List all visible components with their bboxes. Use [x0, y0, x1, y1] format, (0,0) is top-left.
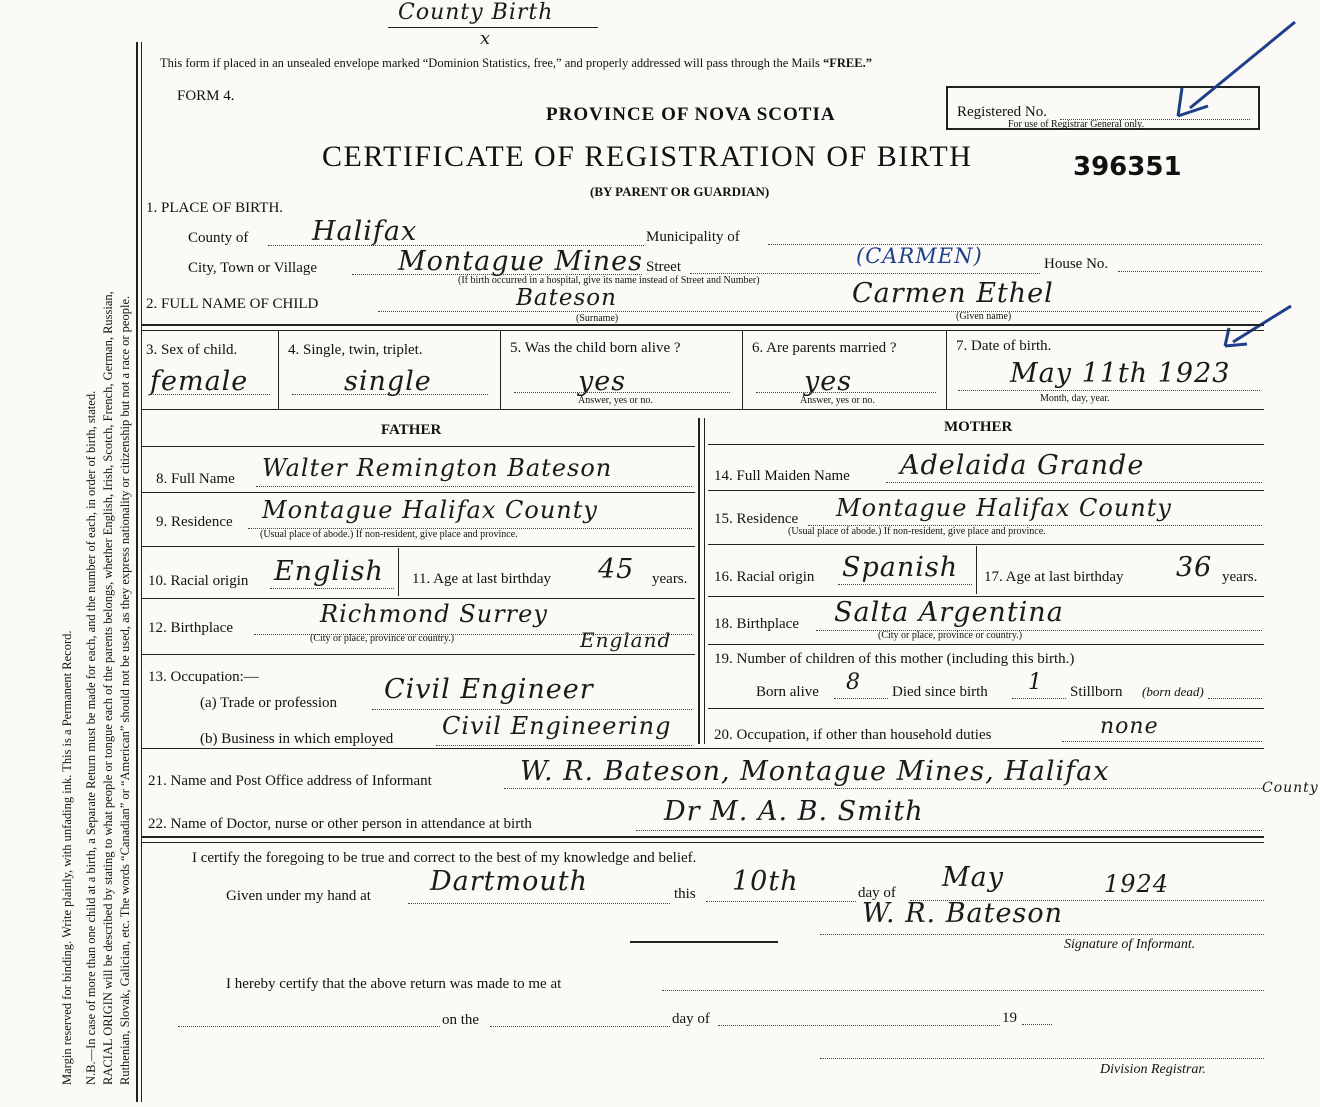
doctor-label: 22. Name of Doctor, nurse or other person in attendance at birth	[148, 816, 532, 832]
registrar-statement: I hereby certify that the above return was made to me at	[226, 976, 562, 992]
given-name-caption: (Given name)	[956, 311, 1012, 322]
full-name-line	[378, 311, 1262, 312]
mother-birthplace-value: Salta Argentina	[834, 597, 1064, 628]
date-of-birth-note: Month, day, year.	[1040, 393, 1110, 404]
father-residence-value: Montague Halifax County	[262, 496, 598, 524]
rule-above-certify-b	[142, 842, 1264, 843]
municipality-line	[768, 244, 1262, 245]
binding-margin-rule-inner	[141, 42, 142, 1102]
informant-line	[504, 788, 1262, 789]
given-day-value: 10th	[732, 866, 799, 897]
rule-above-row3-b	[142, 330, 1264, 331]
binding-margin-rule	[136, 42, 138, 1102]
registrar-year-prefix: 19	[1002, 1010, 1017, 1026]
county-birth-note: County Birth	[398, 0, 554, 25]
father-name-value: Walter Remington Bateson	[262, 454, 613, 482]
municipality-label: Municipality of	[646, 229, 740, 245]
street-label: Street	[646, 259, 681, 275]
father-birthplace-note: (City or place, province or country.)	[310, 633, 455, 644]
blue-check-icon	[1160, 20, 1300, 130]
row3-divider-1	[278, 331, 279, 409]
father-residence-note: (Usual place of abode.) If non-resident, give place and province.	[260, 529, 518, 540]
certificate-subtitle: (BY PARENT OR GUARDIAN)	[590, 184, 770, 199]
father-rule-2	[142, 546, 695, 547]
born-alive-note: Answer, yes or no.	[578, 395, 653, 406]
parent-column-divider	[698, 418, 700, 744]
rule-below-row3	[142, 409, 1264, 410]
certificate-title: CERTIFICATE OF REGISTRATION OF BIRTH	[322, 140, 973, 173]
blue-check-icon-2	[1215, 302, 1295, 352]
born-alive-count-label: Born alive	[756, 684, 819, 700]
mother-name-value: Adelaida Grande	[900, 450, 1145, 481]
father-trade-label: (a) Trade or profession	[200, 695, 338, 711]
mother-age-years: years.	[1222, 569, 1258, 585]
mother-residence-label: 15. Residence	[714, 511, 799, 527]
died-since-birth-value: 1	[1028, 670, 1043, 695]
rule-above-row3	[142, 324, 1264, 326]
child-surname: Bateson	[516, 285, 617, 311]
mother-heading: MOTHER	[944, 419, 1013, 435]
hospital-note: (If birth occurred in a hospital, give its name instead of Street and Number)	[458, 275, 760, 286]
signature-line	[820, 934, 1264, 935]
parents-married-line	[756, 392, 936, 393]
father-trade-value: Civil Engineer	[384, 674, 594, 705]
city-value: Montague Mines	[398, 246, 643, 277]
father-residence-label: 9. Residence	[156, 514, 233, 530]
born-alive-value: yes	[578, 366, 627, 397]
margin-instructions-3: RACIAL ORIGIN will be described by stating to what people or tongue each of the parents belongs, whether English, Irish, Scotch, French, German, Russian,	[101, 291, 115, 1085]
informant-value: W. R. Bateson, Montague Mines, Halifax	[520, 756, 1110, 787]
sex-line	[150, 394, 270, 395]
father-age-label: 11. Age at last birthday	[412, 571, 551, 587]
father-business-line	[436, 745, 692, 746]
father-name-label: 8. Full Name	[156, 471, 235, 487]
division-registrar-caption: Division Registrar.	[1100, 1062, 1206, 1077]
died-since-birth-label: Died since birth	[892, 684, 988, 700]
father-business-label: (b) Business in which employed	[200, 731, 394, 747]
province-heading: PROVINCE OF NOVA SCOTIA	[546, 104, 836, 125]
father-age-years: years.	[652, 571, 688, 587]
single-line	[292, 394, 488, 395]
informant-signature: W. R. Bateson	[862, 898, 1063, 929]
parents-married-label: 6. Are parents married ?	[752, 340, 897, 356]
child-given-name: Carmen Ethel	[852, 278, 1054, 309]
mother-birthplace-label: 18. Birthplace	[714, 616, 799, 632]
signature-caption: Signature of Informant.	[1064, 937, 1196, 952]
parents-married-value: yes	[804, 366, 853, 397]
mother-race-divider	[976, 546, 977, 594]
registrar-day-of: day of	[672, 1011, 710, 1027]
mother-name-label: 14. Full Maiden Name	[714, 468, 850, 484]
father-birthplace-label: 12. Birthplace	[148, 620, 233, 636]
sex-value: female	[150, 366, 249, 397]
died-since-birth-line	[1012, 698, 1066, 699]
informant-value-county: County	[1262, 780, 1319, 796]
day-of-label: day of	[858, 885, 896, 901]
date-of-birth-line	[958, 390, 1260, 391]
county-value: Halifax	[312, 216, 418, 247]
born-alive-count-value: 8	[846, 670, 861, 695]
born-alive-count-line	[834, 698, 888, 699]
row3-divider-3	[742, 331, 743, 409]
mother-rule-4	[708, 644, 1264, 645]
father-name-line	[256, 486, 692, 487]
father-rule-1	[142, 492, 695, 493]
father-age-value: 45	[598, 554, 635, 585]
mother-birthplace-note: (City or place, province or country.)	[878, 630, 1023, 641]
mother-residence-value: Montague Halifax County	[836, 494, 1172, 522]
parent-column-divider-b	[704, 418, 705, 744]
sex-label: 3. Sex of child.	[146, 342, 238, 358]
mother-occupation-value: none	[1100, 714, 1159, 739]
father-race-divider	[398, 548, 399, 596]
registrar-on-the: on the	[442, 1012, 480, 1028]
father-heading-rule	[142, 446, 695, 447]
stillborn-line	[1208, 698, 1262, 699]
mother-race-line	[838, 584, 972, 585]
full-name-label: 2. FULL NAME OF CHILD	[146, 296, 319, 312]
registrar-day-line	[490, 1026, 670, 1027]
doctor-line	[636, 830, 1262, 831]
informant-label: 21. Name and Post Office address of Informant	[148, 773, 432, 789]
rule-above-informant	[142, 748, 1264, 749]
father-birthplace-country: England	[580, 628, 672, 652]
city-label: City, Town or Village	[188, 260, 318, 276]
father-race-line	[270, 588, 394, 589]
mail-notice-text: This form if placed in an unsealed envelope marked “Dominion Statistics, free,” and properly addressed will pass through the Mails	[160, 56, 820, 70]
margin-instructions-2: N.B.—In case of more than one child at a birth, a Separate Return must be made for each, and the number of each, in order of birth, stated.	[84, 390, 98, 1085]
mother-race-label: 16. Racial origin	[714, 569, 815, 585]
carmen-annotation: (CARMEN)	[856, 244, 983, 268]
father-business-value: Civil Engineering	[442, 712, 672, 740]
registrar-month-line	[718, 1025, 1000, 1026]
mother-occupation-label: 20. Occupation, if other than household duties	[714, 727, 992, 743]
mother-rule-2	[708, 544, 1264, 545]
county-label: County of	[188, 230, 249, 246]
row3-divider-4	[946, 331, 947, 409]
stillborn-note: (born dead)	[1142, 684, 1204, 699]
date-of-birth-value: May 11th 1923	[1010, 358, 1231, 389]
born-alive-line	[514, 392, 730, 393]
surname-caption: (Surname)	[576, 313, 619, 324]
mother-rule-5	[708, 708, 1264, 709]
mother-age-label: 17. Age at last birthday	[984, 569, 1124, 585]
father-race-label: 10. Racial origin	[148, 573, 249, 589]
single-label: 4. Single, twin, triplet.	[288, 342, 423, 358]
mother-heading-rule	[708, 444, 1264, 445]
mother-children-label: 19. Number of children of this mother (including this birth.)	[714, 651, 1075, 667]
registered-no-label: Registered No.	[957, 104, 1047, 120]
mother-name-line	[886, 482, 1262, 483]
father-rule-4	[142, 654, 695, 655]
father-rule-3	[142, 598, 695, 599]
registered-no-note: For use of Registrar General only.	[1008, 119, 1144, 130]
mother-residence-note: (Usual place of abode.) If non-resident, give place and province.	[788, 526, 1046, 537]
top-mark: x	[480, 28, 492, 49]
registration-number: 396351	[1073, 152, 1182, 182]
registrar-year-line	[1022, 1024, 1052, 1025]
county-birth-underline	[388, 27, 598, 28]
doctor-value: Dr M. A. B. Smith	[664, 796, 924, 827]
father-birthplace-value: Richmond Surrey	[320, 600, 548, 628]
father-trade-line	[372, 709, 692, 710]
mail-notice-free: “FREE.”	[823, 56, 872, 70]
date-of-birth-label: 7. Date of birth.	[956, 338, 1052, 354]
father-race-value: English	[274, 556, 384, 587]
form-number: FORM 4.	[177, 88, 235, 104]
mother-occupation-line	[1062, 741, 1262, 742]
house-no-line	[1118, 271, 1262, 272]
blank-signature-rule	[630, 941, 778, 943]
single-value: single	[344, 366, 432, 397]
margin-instructions-4: Ruthenian, Slovak, Galician, etc. The words “Canadian” or “American” should not be used, as they express nationality or citizenship but not a race or people.	[118, 295, 132, 1085]
house-no-label: House No.	[1044, 256, 1109, 272]
given-place-line	[408, 903, 670, 904]
father-heading: FATHER	[381, 422, 442, 438]
given-day-line	[706, 901, 856, 902]
place-of-birth-heading: 1. PLACE OF BIRTH.	[146, 200, 284, 216]
given-under-hand-label: Given under my hand at	[226, 888, 371, 904]
given-year-value: 1924	[1104, 870, 1170, 898]
registrar-place-line	[662, 990, 1264, 991]
street-line	[690, 273, 1040, 274]
mail-notice	[160, 56, 872, 71]
parents-married-note: Answer, yes or no.	[800, 395, 875, 406]
mother-rule-1	[708, 490, 1264, 491]
father-occupation-label: 13. Occupation:—	[148, 669, 259, 685]
given-month-value: May	[942, 862, 1004, 893]
given-year-line	[1104, 900, 1264, 901]
this-label: this	[674, 886, 696, 902]
registrar-signature-line	[820, 1058, 1264, 1059]
given-place-value: Dartmouth	[430, 866, 588, 897]
mother-age-value: 36	[1176, 552, 1213, 583]
registrar-blank-line	[178, 1026, 440, 1027]
certify-statement: I certify the foregoing to be true and correct to the best of my knowledge and belief.	[192, 850, 697, 866]
born-alive-label: 5. Was the child born alive ?	[510, 340, 681, 356]
stillborn-label: Stillborn	[1070, 684, 1123, 700]
margin-instructions-1: Margin reserved for binding. Write plainly, with unfading ink. This is a Permanent Record.	[60, 630, 74, 1085]
mother-race-value: Spanish	[842, 552, 959, 583]
row3-divider-2	[500, 331, 501, 409]
rule-above-certify	[142, 836, 1264, 838]
